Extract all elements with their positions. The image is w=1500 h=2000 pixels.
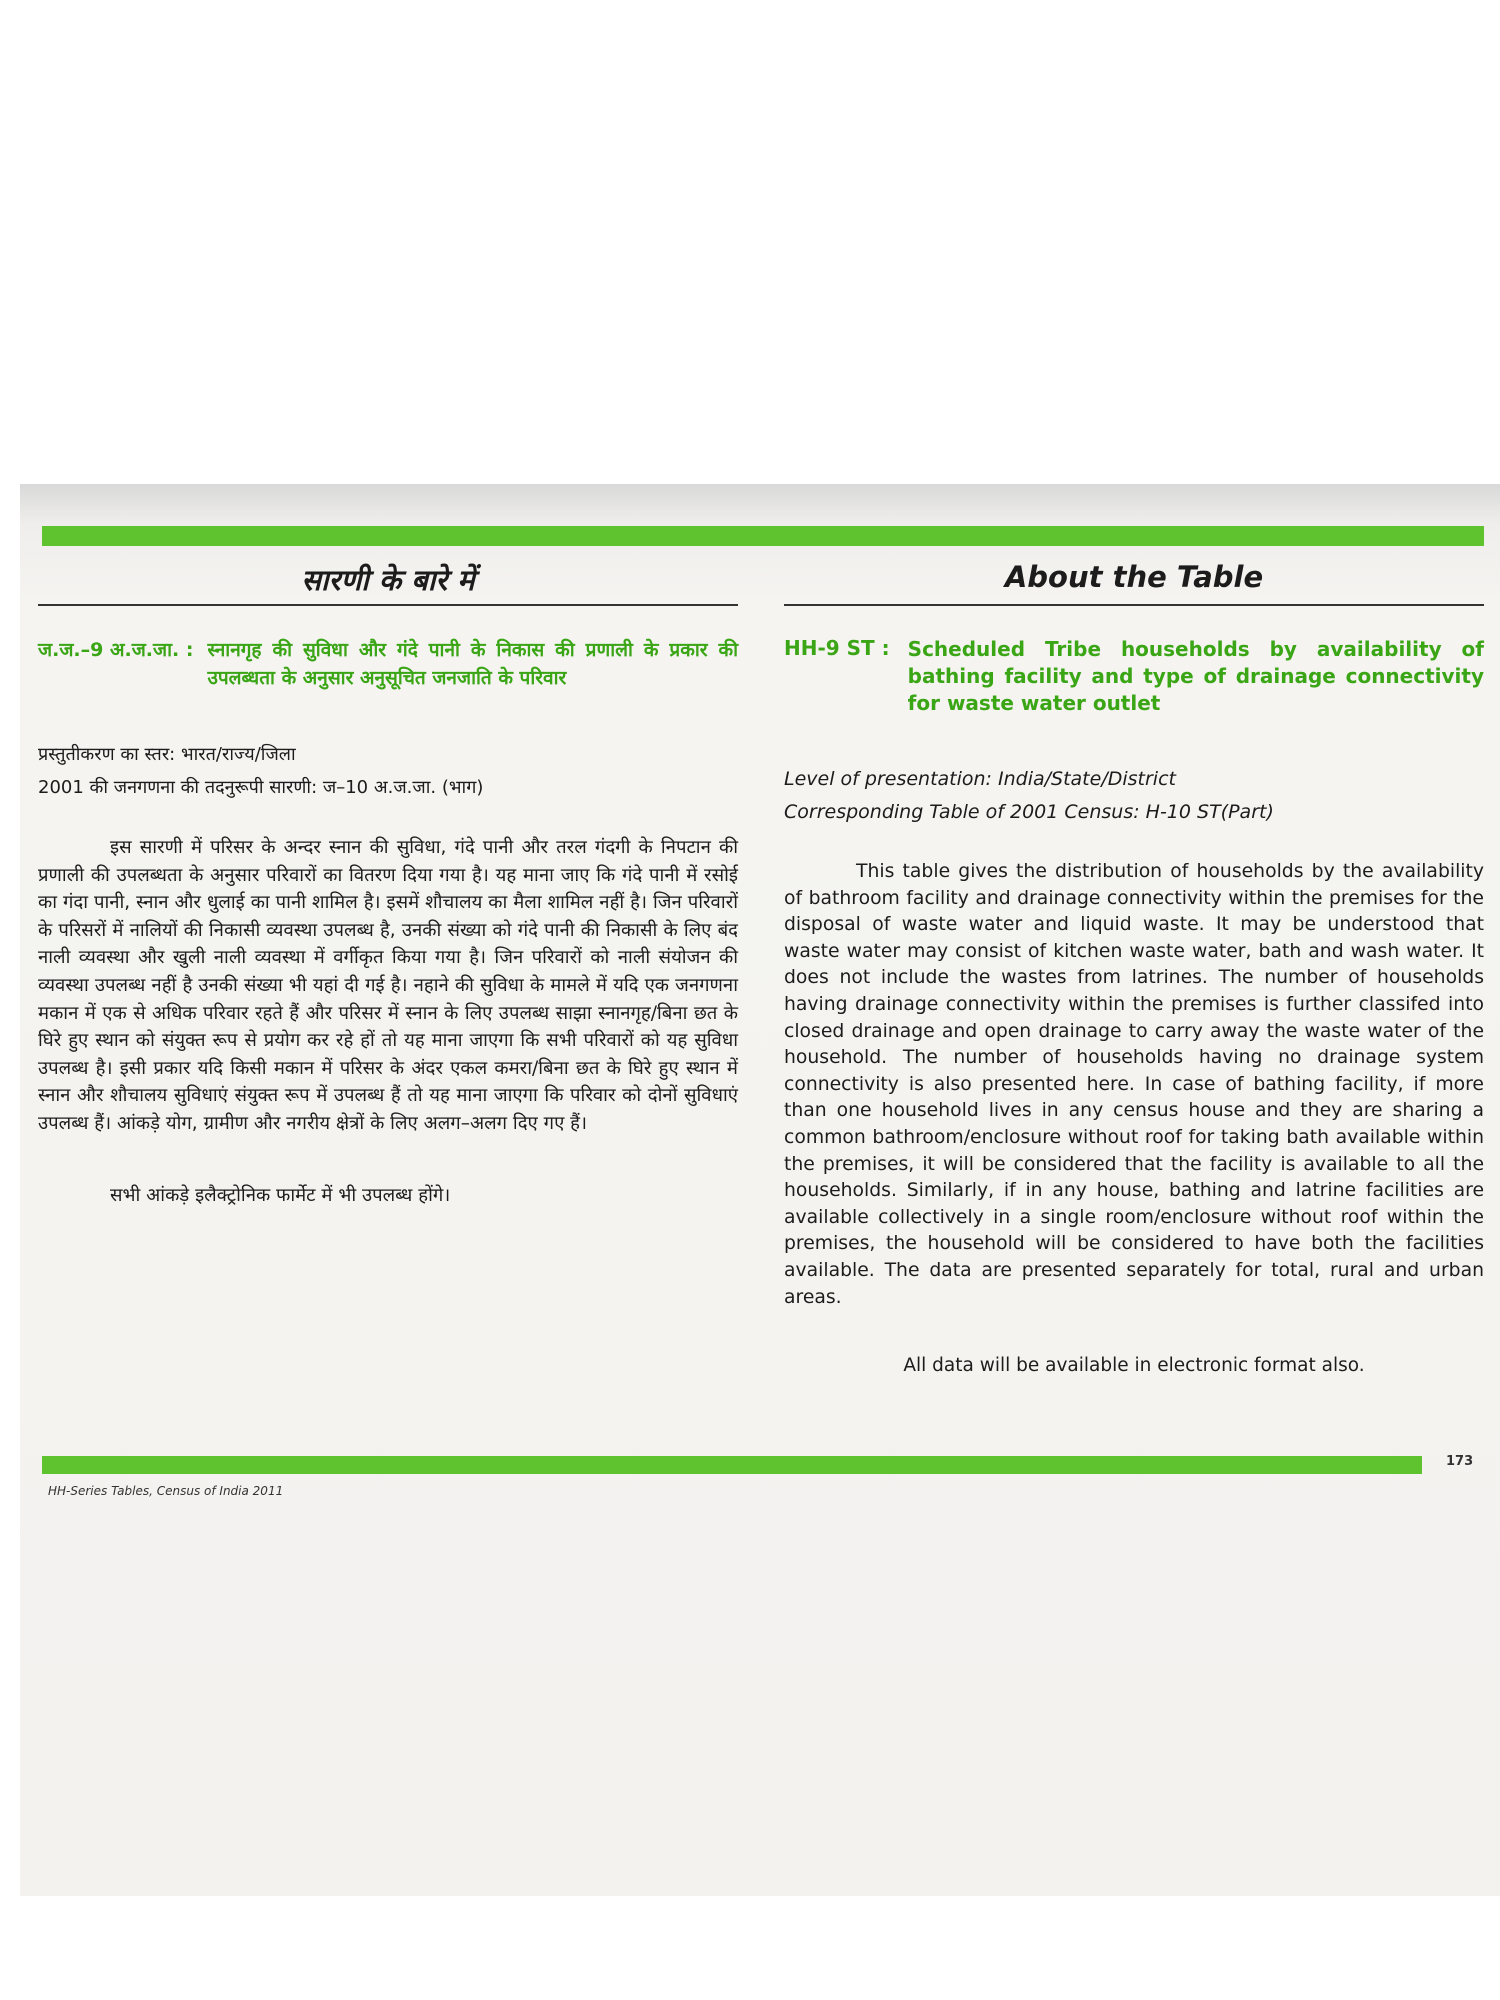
series-footer: HH-Series Tables, Census of India 2011 [48, 1484, 284, 1498]
english-body-paragraph: This table gives the distribution of households by the availability of bathroom facility and drainage connectivity within the premises for the disposal of waste water and liquid waste. It may be understood that waste water may consist of kitchen waste water, bath and wash water. It does not include the wastes from latrines. The number of households having drainage connectivity within the premises is further classifed into closed drainage and open drainage to carry away the waste water of the household. The number of households having no drainage system connectivity is also presented here. In case of bathing facility, if more than one household lives in any census house and they are sharing a common bathroom/enclosure without roof for taking bath available within the premises, it will be considered that the facility is available to all the households. Similarly, if in any house, bathing and latrine facilities are available collectively in a single room/enclosure without roof within the premises, the household will be considered to have both the facilities available. The data are presented separately for total, rural and urban areas. [784, 861, 1484, 1308]
hindi-corresponding-table: 2001 की जनगणना की तदनुरूपी सारणी: ज–10 अ.ज.जा. (भाग) [38, 777, 484, 798]
hindi-heading-rule [38, 604, 738, 606]
hindi-column [38, 544, 738, 1207]
hindi-table-title: स्नानगृह की सुविधा और गंदे पानी के निकास की प्रणाली के प्रकार की उपलब्धता के अनुसार अनुसूचित जनजाति के परिवार [207, 639, 738, 689]
document-page [20, 484, 1500, 1896]
hindi-electronic-note: सभी आंकड़े इलैक्ट्रोनिक फार्मेट में भी उपलब्ध होंगे। [110, 1184, 451, 1206]
hindi-body-paragraph: इस सारणी में परिसर के अन्दर स्नान की सुविधा, गंदे पानी और तरल गंदगी के निपटान की प्रणाली की उपलब्धता के अनुसार परिवारों का वितरण दिया गया है। यह माना जाए कि गंदे पानी में रसोई का गंदा पानी, स्नान और धुलाई का पानी शामिल है। इसमें शौचालय का मैला शामिल नहीं है। जिन परिवारों के परिसरों में नालियों की निकासी व्यवस्था उपलब्ध है, उनकी संख्या को गंदे पानी की निकासी के लिए बंद नाली व्यवस्था और खुली नाली व्यवस्था में वर्गीकृत किया गया है। जिन परिवारों को नाली संयोजन की व्यवस्था उपलब्ध नहीं है उनकी संख्या भी यहां दी गई है। नहाने की सुविधा के मामले में यदि एक जनगणना मकान में एक से अधिक परिवार रहते हैं और परिसर में स्नान के लिए उपलब्ध साझा स्नानगृह/बिना छत के घिरे हुए स्थान को संयुक्त रूप से प्रयोग कर रहे हों तो यह माना जाएगा कि सभी परिवारों को यह सुविधा उपलब्ध है। इसी प्रकार यदि किसी मकान में परिसर के अंदर एकल कमरा/बिना छत के घिरे हुए स्थान में स्नान और शौचालय सुविधाएं संयुक्त रूप में उपलब्ध हैं तो यह माना जाएगा कि परिवार को दोनों सुविधाएं उपलब्ध हैं। आंकड़े योग, ग्रामीण और नगरीय क्षेत्रों के लिए अलग–अलग दिए गए हैं। [38, 837, 738, 1134]
english-heading: About the Table [1004, 560, 1264, 594]
english-table-title: Scheduled Tribe households by availability of bathing facility and type of drainage connectivity for waste water outlet [907, 637, 1484, 715]
english-presentation-info [784, 763, 1484, 829]
hindi-presentation-info [38, 738, 738, 804]
english-electronic-note: All data will be available in electronic format also. [903, 1355, 1365, 1377]
hindi-heading: सारणी के बारे में [301, 563, 475, 597]
hindi-level-of-presentation: प्रस्तुतीकरण का स्तर: भारत/राज्य/जिला [38, 744, 296, 765]
english-table-title-row [784, 636, 1484, 717]
hindi-table-title-row [38, 636, 738, 692]
top-green-band [42, 526, 1484, 546]
page-number: 173 [1446, 1454, 1474, 1469]
english-corresponding-table: Corresponding Table of 2001 Census: H-10 ST(Part) [784, 801, 1274, 823]
english-column [784, 544, 1484, 1376]
english-table-code: HH-9 ST : [784, 636, 890, 660]
english-heading-rule [784, 604, 1484, 606]
english-level-of-presentation: Level of presentation: India/State/District [784, 768, 1176, 790]
bottom-green-band [42, 1456, 1422, 1474]
hindi-table-code: ज.ज.–9 अ.ज.जा. : [38, 639, 194, 661]
